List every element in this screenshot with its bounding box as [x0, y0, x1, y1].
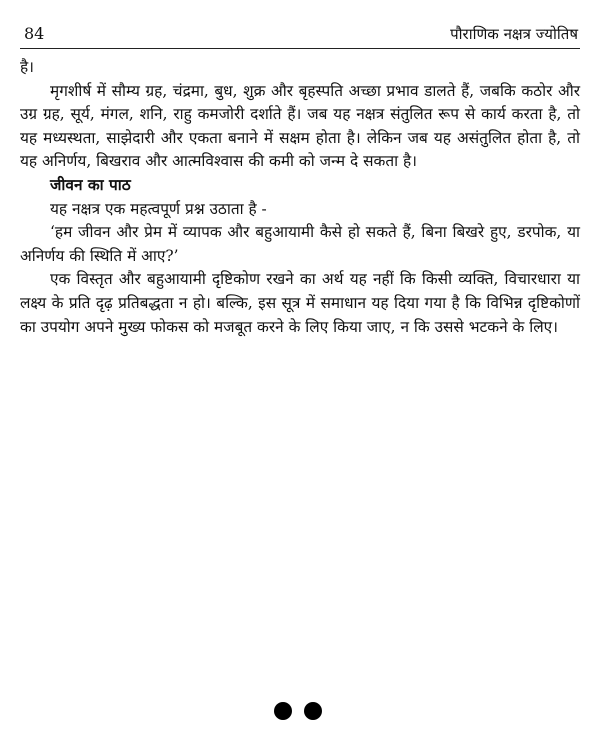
ornament-dot-left: [274, 702, 292, 720]
page-body: [20, 56, 580, 339]
paragraph-2: यह नक्षत्र एक महत्वपूर्ण प्रश्न उठाता है -: [50, 199, 267, 218]
section-heading: जीवन का पाठ: [50, 175, 131, 194]
ornament-dot-right: [304, 702, 322, 720]
page-end-ornament: [270, 702, 330, 722]
carryover-text: है।: [20, 58, 35, 76]
paragraph-1: मृगशीर्ष में सौम्य ग्रह, चंद्रमा, बुध, शुक्र और बृहस्पति अच्छा प्रभाव डालते हैं, जबकि कठोर और उग्र ग्रह, सूर्य, मंगल, शनि, राहु कमजोरी दर्शाते हैं। जब यह नक्षत्र संतुलित रूप से कार्य करता है, तो यह मध्यस्थता, साझेदारी और एकता बनाने में सक्षम होता है। लेकिन जब यह असंतुलित होता है, तो यह अनिर्णय, बिखराव और आत्मविश्वास की कमी को जन्म दे सकता है।: [20, 81, 580, 171]
quote-paragraph: ‘हम जीवन और प्रेम में व्यापक और बहुआयामी कैसे हो सकते हैं, बिना बिखरे हुए, डरपोक, या अनिर्णय की स्थिति में आए?’: [20, 223, 580, 265]
header-rule: [20, 48, 580, 49]
page-header: [0, 0, 600, 50]
running-title: पौराणिक नक्षत्र ज्योतिष: [450, 25, 578, 43]
paragraph-3: एक विस्तृत और बहुआयामी दृष्टिकोण रखने का अर्थ यह नहीं कि किसी व्यक्ति, विचारधारा या लक्ष्य के प्रति दृढ़ प्रतिबद्धता न हो। बल्कि, इस सूत्र में समाधान यह दिया गया है कि विभिन्न दृष्टिकोणों का उपयोग अपने मुख्य फोकस को मजबूत करने के लिए किया जाए, न कि उससे भटकने के लिए।: [20, 270, 580, 336]
page-number: 84: [24, 24, 45, 43]
